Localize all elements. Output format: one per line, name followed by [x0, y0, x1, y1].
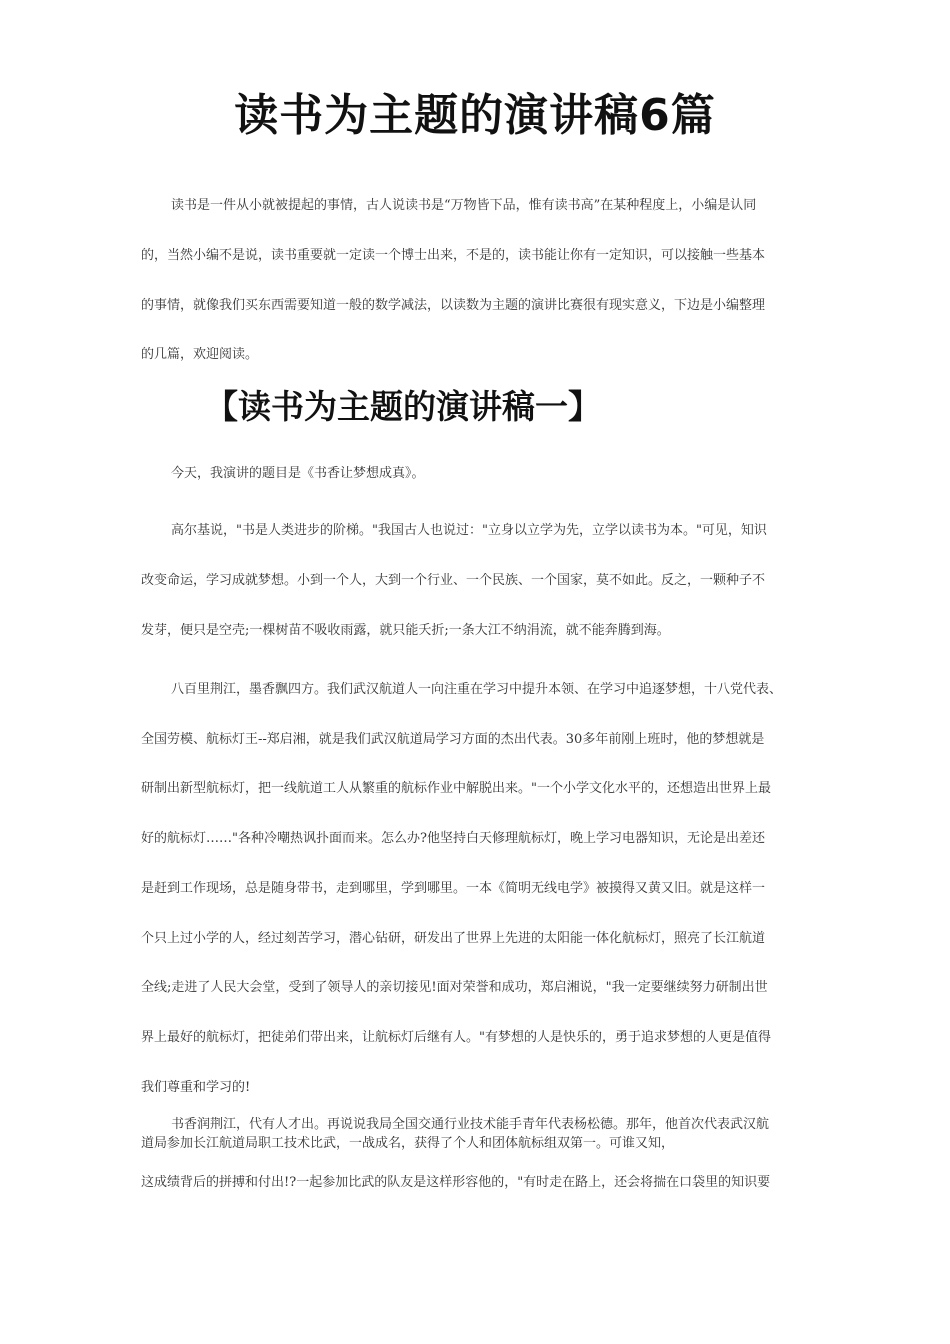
- body-line: 书香润荆江，代有人才出。再说说我局全国交通行业技术能手青年代表杨松德。那年，他首次代表武汉航: [171, 1117, 770, 1132]
- body-line: 这成绩背后的拼搏和付出!?一起参加比武的队友是这样形容他的，"有时走在路上，还会将揣在口袋里的知识要: [141, 1175, 771, 1190]
- intro-line: 的，当然小编不是说，读书重要就一定读一个博士出来，不是的，读书能让你有一定知识，可以接触一些基本: [141, 248, 766, 263]
- intro-line: 的事情，就像我们买东西需要知道一般的数学减法，以读数为主题的演讲比赛很有现实意义，下边是小编整理: [141, 298, 766, 313]
- body-line: 界上最好的航标灯，把徒弟们带出来，让航标灯后继有人。"有梦想的人是快乐的，勇于追求梦想的人更是值得: [141, 1030, 771, 1045]
- body-line: 改变命运，学习成就梦想。小到一个人，大到一个行业、一个民族、一个国家，莫不如此。反之，一颗种子不: [141, 573, 766, 588]
- body-line: 研制出新型航标灯，把一线航道工人从繁重的航标作业中解脱出来。"一个小学文化水平的，还想造出世界上最: [141, 781, 771, 796]
- intro-line: 读书是一件从小就被提起的事情，古人说读书是“万物皆下品，惟有读书高”在某种程度上，小编是认同: [171, 198, 757, 213]
- body-line: 八百里荆江，墨香飘四方。我们武汉航道人一向注重在学习中提升本领、在学习中追逐梦想，十八党代表、: [171, 682, 783, 697]
- body-line: 今天，我演讲的题目是《书香让梦想成真》。: [171, 466, 425, 481]
- body-line: 全线;走进了人民大会堂，受到了领导人的亲切接见!面对荣誉和成功，郑启湘说，"我一定要继续努力研制出世: [141, 980, 768, 995]
- body-line: 我们尊重和学习的!: [141, 1080, 251, 1095]
- body-line: 个只上过小学的人，经过刻苦学习，潜心钻研，研发出了世界上先进的太阳能一体化航标灯，照亮了长江航道: [141, 931, 766, 946]
- intro-line: 的几篇，欢迎阅读。: [141, 347, 259, 362]
- body-line: 好的航标灯……"各种冷嘲热讽扑面而来。怎么办?他坚持白天修理航标灯，晚上学习电器知识，无论是出差还: [141, 831, 765, 846]
- body-line: 全国劳模、航标灯王--郑启湘，就是我们武汉航道局学习方面的杰出代表。30多年前刚上班时，他的梦想就是: [141, 732, 765, 747]
- body-line: 是赶到工作现场，总是随身带书，走到哪里，学到哪里。一本《简明无线电学》被摸得又黄又旧。就是这样一: [141, 881, 766, 896]
- body-line: 高尔基说，"书是人类进步的阶梯。"我国古人也说过："立身以立学为先，立学以读书为本。"可见，知识: [171, 523, 767, 538]
- body-line: 道局参加长江航道局职工技术比武，一战成名，获得了个人和团体航标组双第一。可谁又知，: [141, 1136, 675, 1151]
- body-line: 发芽，便只是空壳;一棵树苗不吸收雨露，就只能夭折;一条大江不纳涓流，就不能奔腾到海。: [141, 623, 670, 638]
- document-title: 读书为主题的演讲稿6篇: [234, 90, 716, 141]
- section-heading: 【读书为主题的演讲稿一】: [205, 387, 601, 426]
